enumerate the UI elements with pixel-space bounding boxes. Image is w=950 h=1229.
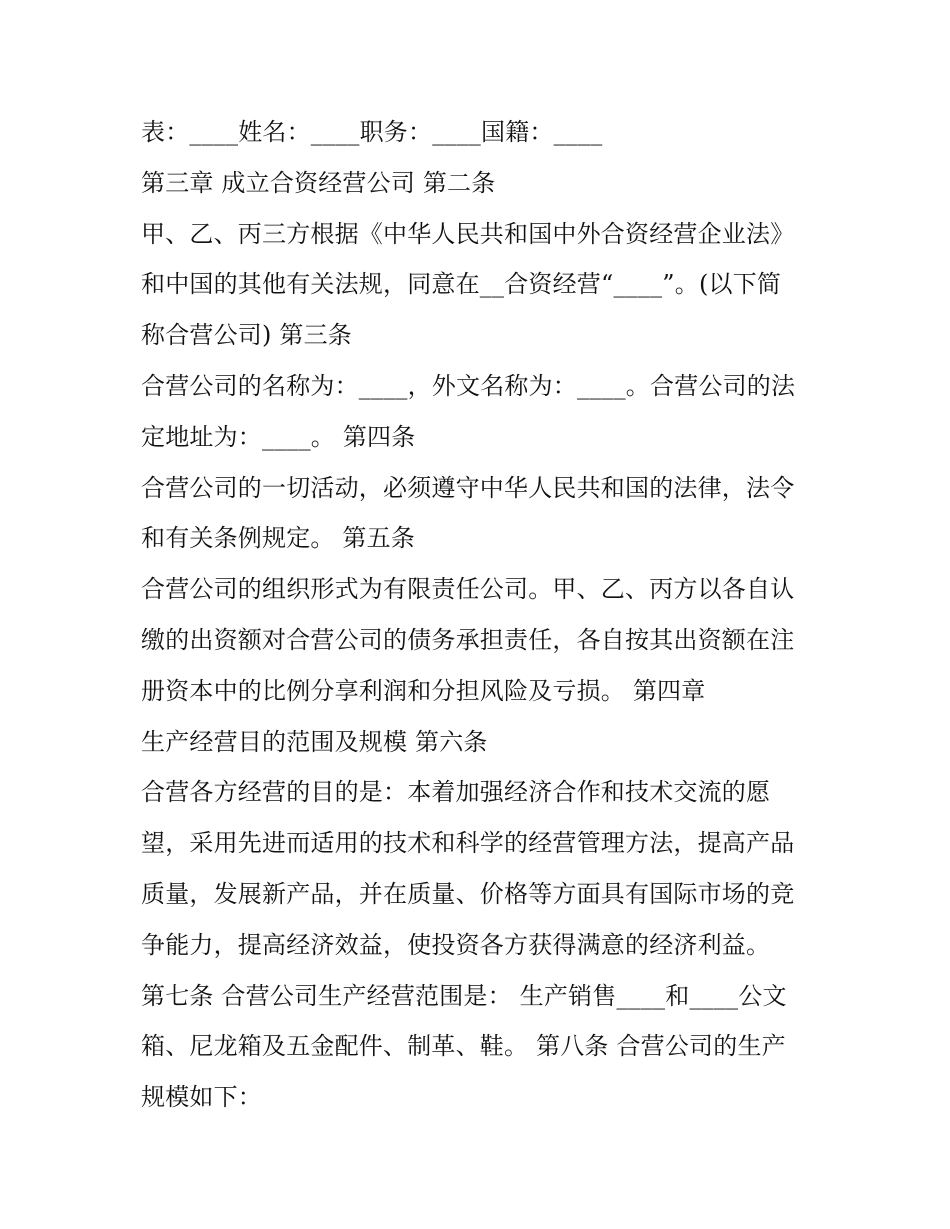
text-line: 规模如下： xyxy=(141,1083,262,1112)
text-line: 合营公司的组织形式为有限责任公司。甲、乙、丙方以各自认 xyxy=(141,575,795,604)
text-line: 表：____姓名：____职务：____国籍：____ xyxy=(141,118,603,146)
text-line: 望，采用先进而适用的技术和科学的经营管理方法，提高产品 xyxy=(141,829,795,858)
text-line: 第七条 合营公司生产经营范围是： 生产销售____和____公文 xyxy=(141,981,787,1010)
document-body xyxy=(141,107,821,1123)
text-line: 和中国的其他有关法规，同意在__合资经营“____”。(以下简 xyxy=(141,270,782,299)
text-line: 和有关条例规定。 第五条 xyxy=(141,524,416,553)
text-line: 箱、尼龙箱及五金配件、制革、鞋。 第八条 合营公司的生产 xyxy=(141,1032,786,1061)
text-line: 册资本中的比例分享利润和分担风险及亏损。 第四章 xyxy=(141,676,706,705)
text-line: 称合营公司) 第三条 xyxy=(141,321,352,350)
text-line: 合营公司的一切活动，必须遵守中华人民共和国的法律，法令 xyxy=(141,473,795,502)
text-line: 甲、乙、丙三方根据《中华人民共和国中外合资经营企业法》 xyxy=(141,219,795,248)
text-line: 合营公司的名称为：____，外文名称为：____。合营公司的法 xyxy=(141,371,796,400)
text-line: 质量，发展新产品，并在质量、价格等方面具有国际市场的竞 xyxy=(141,879,795,908)
chapter-heading: 生产经营目的范围及规模 第六条 xyxy=(141,727,488,756)
text-line: 争能力，提高经济效益，使投资各方获得满意的经济利益。 xyxy=(141,930,771,959)
chapter-heading: 第三章 成立合资经营公司 第二条 xyxy=(141,168,496,197)
text-line: 合营各方经营的目的是：本着加强经济合作和技术交流的愿 xyxy=(141,778,771,807)
text-line: 定地址为：____。 第四条 xyxy=(141,422,416,451)
text-line: 缴的出资额对合营公司的债务承担责任，各自按其出资额在注 xyxy=(141,625,795,654)
